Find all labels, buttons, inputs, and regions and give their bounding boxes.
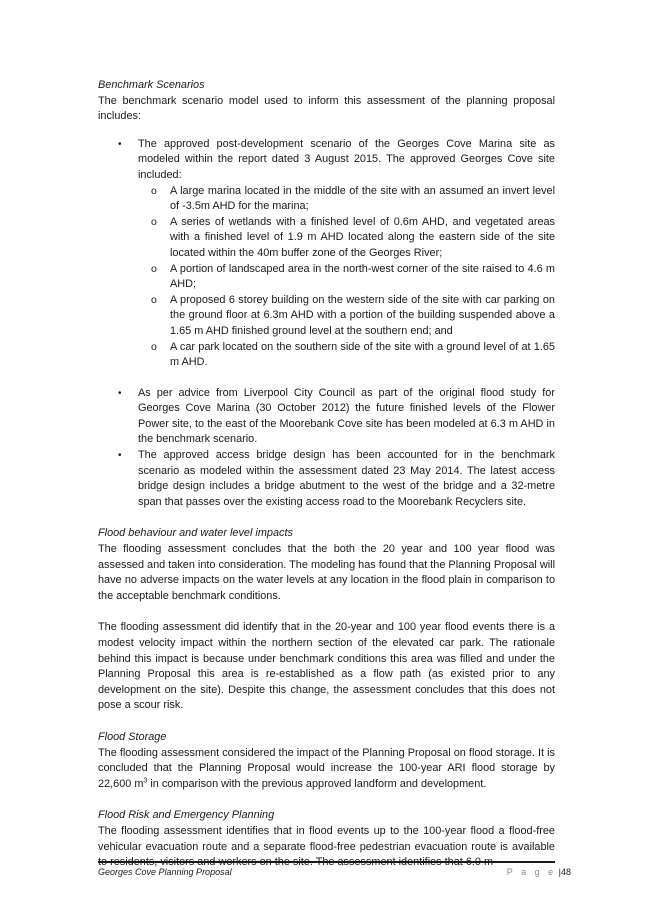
footer-document-title: Georges Cove Planning Proposal (98, 867, 232, 877)
sub-bullet-list (138, 184, 555, 371)
paragraph-gap (98, 604, 555, 620)
bullet-text: The approved post-development scenario of the Georges Cove Marina site as modeled within the report dated 3 August 2015. The approved Georges Cove site included: (138, 137, 555, 181)
bullet-item (98, 386, 555, 448)
flood-storage-text: The flooding assessment considered the impact of the Planning Proposal on flood storage. It is concluded that the Planning Proposal would increase the 100-year ARI flood storage by 22,600 m (98, 746, 555, 790)
sub-bullet-text: A large marina located in the middle of the site with an assumed an invert level of -3.5m AHD for the marina; (170, 184, 555, 213)
sub-bullet-item (138, 340, 555, 371)
section-gap (98, 510, 555, 526)
benchmark-bullet-list (98, 137, 555, 511)
bullet-text: The approved access bridge design has been accounted for in the benchmark scenario as modeled within the assessment dated 23 May 2014. The latest access bridge design includes a bridge abutment to the west of the bridge and a 32-metre span that passes over the existing access road to the Moorebank Recyclers site. (138, 449, 555, 508)
bullet-icon: • (118, 450, 122, 462)
sub-bullet-item (138, 293, 555, 340)
sub-bullet-text: A car park located on the southern side of the site with a ground level of at 1.65 m AHD. (170, 340, 555, 369)
section-gap (98, 714, 555, 730)
cubic-superscript: 3 (143, 777, 148, 785)
bullet-icon: • (118, 138, 122, 150)
sub-bullet-text: A portion of landscaped area in the north-west corner of the site raised to 4.6 m AHD; (170, 262, 555, 291)
flood-behaviour-paragraph-1: The flooding assessment concludes that the both the 20 year and 100 year flood was assessed and taken into consideration. The modeling has found that the Planning Proposal will have no adverse impacts on the water levels at any location in the flood plain in comparison to the acceptable benchmark conditions. (98, 543, 555, 602)
flood-storage-text-end: in comparison with the previous approved landform and development. (147, 777, 487, 790)
flood-behaviour-paragraph-2: The flooding assessment did identify that in the 20-year and 100 year flood events there is a modest velocity impact within the northern section of the elevated car park. The rationale behind this impact is because under benchmark conditions this area was filled and under the Planning Proposal this area is re-established as a flow path (as existed prior to any development on the site). Despite this change, the assessment concludes that this does not pose a scour risk. (98, 621, 555, 712)
circle-bullet-icon: o (151, 340, 157, 353)
sub-bullet-item (138, 184, 555, 215)
circle-bullet-icon: o (151, 293, 157, 306)
circle-bullet-icon: o (151, 262, 157, 275)
bullet-text: As per advice from Liverpool City Council as part of the original flood study for Georges Cove Marina (30 October 2012) the future finished levels of the Flower Power site, to the east of the Moorebank Cove site has been modeled at 6.3 m AHD in the benchmark scenario. (138, 386, 555, 446)
flood-storage-heading: Flood Storage (98, 730, 167, 743)
page-footer (98, 861, 571, 877)
benchmark-heading: Benchmark Scenarios (98, 79, 205, 91)
flood-behaviour-heading: Flood behaviour and water level impacts (98, 527, 293, 540)
bullet-item (98, 137, 555, 371)
bullet-item (98, 448, 555, 510)
flood-risk-heading: Flood Risk and Emergency Planning (98, 809, 275, 822)
flood-storage-paragraph (98, 746, 555, 793)
footer-page-indicator (507, 866, 571, 878)
sub-bullet-item (138, 262, 555, 293)
sub-bullet-text: A proposed 6 storey building on the western side of the site with car parking on the ground floor at 6.3m AHD with a portion of the building suspended above a 1.65 m AHD finished ground level at the southern end; and (170, 293, 555, 337)
circle-bullet-icon: o (151, 215, 157, 228)
footer-page-label: P a g e (506, 867, 557, 877)
sub-bullet-item (138, 215, 555, 262)
bullet-icon: • (118, 387, 122, 399)
circle-bullet-icon: o (151, 184, 157, 197)
footer-page-number: |48 (558, 867, 571, 877)
flood-risk-paragraph: The flooding assessment identifies that in flood events up to the 100-year flood a flood-free vehicular evacuation route and a separate flood-free pedestrian evacuation route is available to residents, visitors and workers on the site. The assessment identifies that 6.0 m (98, 824, 555, 869)
benchmark-intro: The benchmark scenario model used to inform this assessment of the planning proposal includes: (98, 94, 555, 123)
page-content (98, 78, 555, 871)
bullet-spacer (98, 371, 555, 386)
sub-bullet-text: A series of wetlands with a finished level of 0.6m AHD, and vegetated areas with a finished level of 1.9 m AHD located along the eastern side of the site located within the 40m buffer zone of the Georges River; (170, 215, 555, 259)
section-gap (98, 792, 555, 808)
